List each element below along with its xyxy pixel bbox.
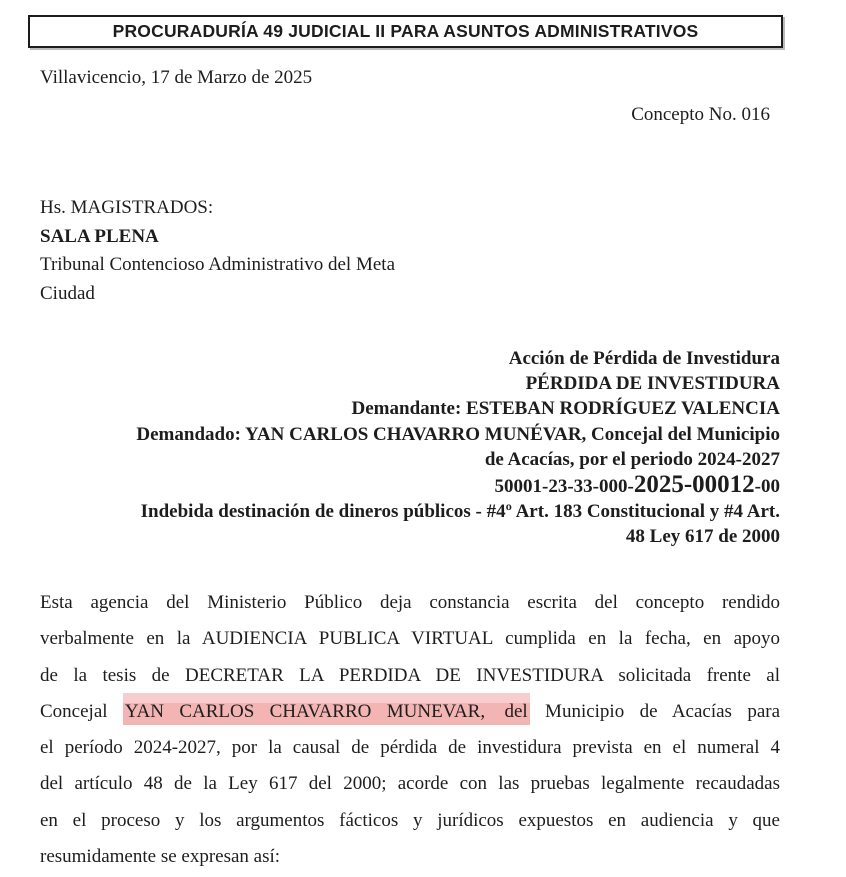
case-line-4: de Acacías, por el periodo 2024-2027 xyxy=(484,448,780,470)
addressee-sala-plena: SALA PLENA xyxy=(40,225,159,247)
radicado-suffix: -00 xyxy=(754,476,780,498)
text-span: resumidamente se expresan así: xyxy=(40,846,281,868)
body-line-4 xyxy=(40,730,780,766)
text-span: en el proceso y los argumentos fácticos y jurídicos expuestos en audiencia y que xyxy=(40,809,780,831)
bold-span: DECRETAR LA PERDIDA DE INVESTIDURA solicitada xyxy=(185,664,692,686)
highlighted-name-span: del xyxy=(487,693,530,725)
radicado-case-number: 2025-00012 xyxy=(633,471,755,499)
body-line-0 xyxy=(40,585,780,621)
text-span: de la tesis de xyxy=(40,664,185,686)
date-line: Villavicencio, 17 de Marzo de 2025 xyxy=(40,67,313,88)
case-line-1: PÉRDIDA DE INVESTIDURA xyxy=(525,373,780,395)
text-span: verbalmente en la AUDIENCIA PUBLICA VIRTUAL cumplida en la fecha, en apoyo xyxy=(40,628,780,650)
case-line-3: Demandado: YAN CARLOS CHAVARRO MUNÉVAR, Concejal del Municipio xyxy=(136,423,780,445)
body-line-5 xyxy=(40,766,780,802)
case-line-7: 48 Ley 617 de 2000 xyxy=(625,526,780,548)
body-line-6 xyxy=(40,803,780,839)
addressee-tribunal: Tribunal Contencioso Administrativo del Meta xyxy=(40,254,395,275)
case-line-6: Indebida destinación de dineros públicos - #4º Art. 183 Constitucional y #4 Art. xyxy=(140,501,780,523)
body-line-2 xyxy=(40,658,780,694)
body-line-7 xyxy=(40,839,780,875)
text-span: del artículo 48 de la Ley 617 del 2000; acorde con las pruebas legalmente recaudadas xyxy=(40,773,780,795)
case-radicado-line xyxy=(40,472,780,499)
addressee-magistrados: Hs. MAGISTRADOS: xyxy=(40,197,214,218)
highlighted-name-span: YAN CARLOS CHAVARRO MUNEVAR, xyxy=(123,693,487,725)
radicado-prefix: 50001-23-33-000- xyxy=(494,476,634,498)
text-span: Esta agencia del Ministerio Público deja constancia escrita del concepto rendido xyxy=(40,592,780,613)
text-span: frente al xyxy=(691,664,781,686)
case-line-0: Acción de Pérdida de Investidura xyxy=(508,348,780,369)
addressee-ciudad: Ciudad xyxy=(40,282,95,304)
case-caption-block xyxy=(40,346,780,550)
body-line-1 xyxy=(40,621,780,657)
text-span: Municipio de Acacías para xyxy=(529,700,781,722)
document-header-title: PROCURADURÍA 49 JUDICIAL II PARA ASUNTOS ADMINISTRATIVOS xyxy=(112,21,699,41)
concept-body-paragraph xyxy=(40,585,780,875)
case-line-2: Demandante: ESTEBAN RODRÍGUEZ VALENCIA xyxy=(351,398,780,420)
text-span: Concejal xyxy=(40,700,123,722)
addressee-block xyxy=(40,194,395,308)
concept-number: Concepto No. 016 xyxy=(631,104,770,125)
document-header-box xyxy=(28,15,783,48)
text-span: el período 2024-2027, por la causal de pérdida de investidura prevista en el numeral 4 xyxy=(40,737,780,759)
body-line-3 xyxy=(40,694,780,730)
